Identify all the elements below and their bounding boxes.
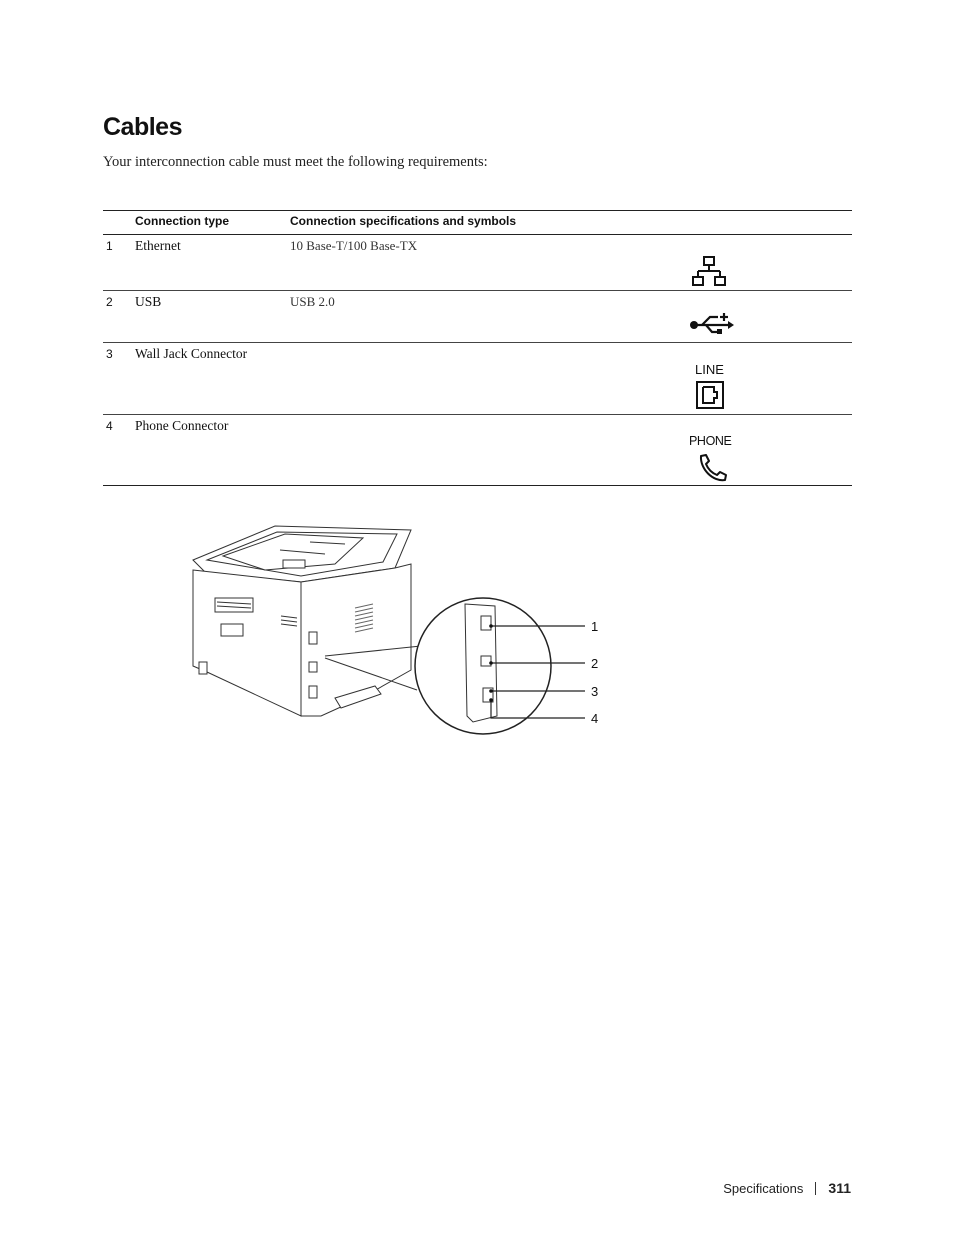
- connection-type: Phone Connector: [135, 418, 229, 433]
- phone-handset-icon: [697, 453, 729, 483]
- table-header: [103, 211, 852, 235]
- usb-icon: [688, 311, 734, 337]
- row-number: 2: [106, 295, 113, 309]
- connection-spec: 10 Base-T/100 Base-TX: [290, 238, 418, 253]
- callout-3: 3: [591, 684, 599, 699]
- page-number: 311: [828, 1180, 851, 1196]
- page-footer: [723, 1180, 851, 1196]
- header-connection-type: Connection type: [135, 214, 230, 228]
- footer-divider: [815, 1182, 816, 1195]
- line-label: LINE: [695, 362, 724, 377]
- row-number: 3: [106, 347, 113, 361]
- header-connection-specs: Connection specifications and symbols: [290, 214, 517, 228]
- phone-label: PHONE: [689, 434, 732, 448]
- table-row: [103, 415, 852, 486]
- callout-4: 4: [591, 711, 599, 726]
- intro-text: Your interconnection cable must meet the following requirements:: [103, 154, 488, 170]
- callout-2: 2: [591, 656, 599, 671]
- table-row: [103, 343, 852, 415]
- line-jack-icon: [696, 381, 724, 409]
- connection-type: USB: [135, 294, 162, 309]
- row-number: 1: [106, 239, 113, 253]
- row-number: 4: [106, 419, 113, 433]
- connection-spec: USB 2.0: [290, 294, 335, 309]
- callout-1: 1: [591, 619, 599, 634]
- connection-type: Ethernet: [135, 238, 181, 253]
- table-row: [103, 291, 852, 343]
- cables-table: [103, 210, 852, 486]
- footer-section: Specifications: [723, 1180, 804, 1196]
- ethernet-network-icon: [690, 256, 728, 288]
- page-title: Cables: [103, 113, 182, 141]
- connection-type: Wall Jack Connector: [135, 346, 248, 361]
- printer-rear-view-illustration: [185, 520, 625, 740]
- table-row: [103, 235, 852, 291]
